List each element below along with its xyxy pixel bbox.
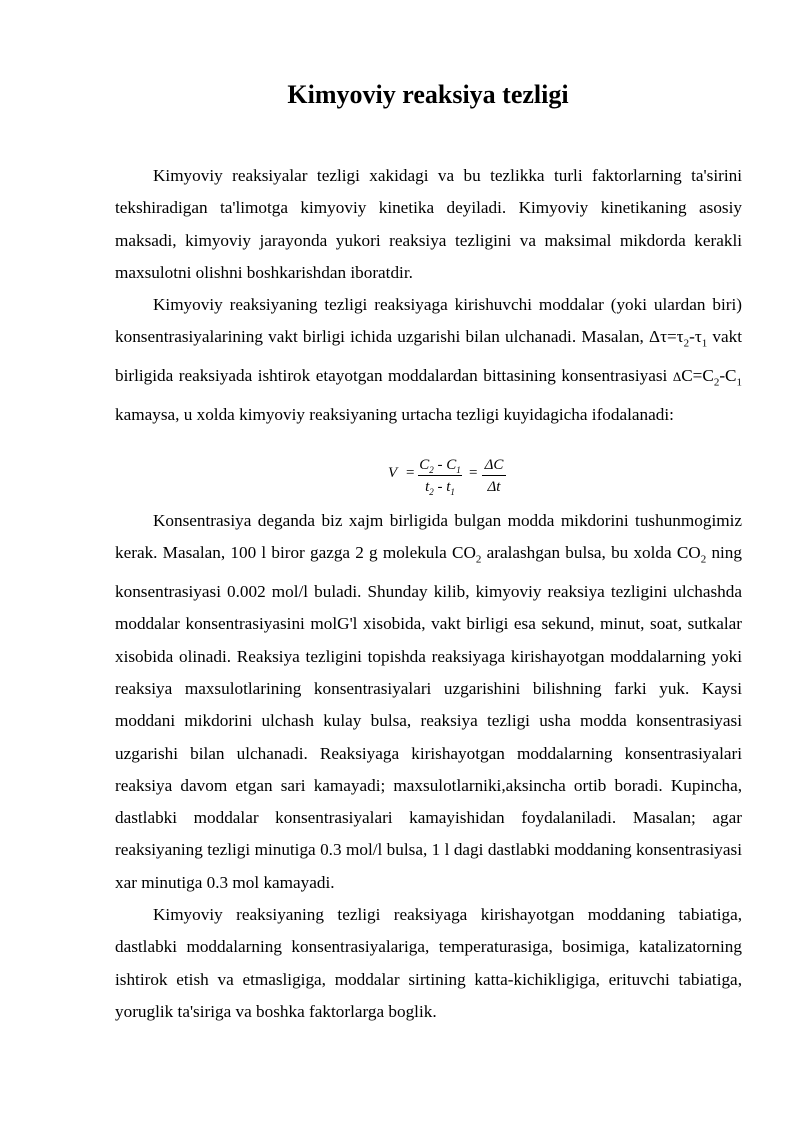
formula-fraction-1 [418, 455, 462, 496]
p3-sub-2: 2 [700, 553, 707, 566]
page-title: Kimyoviy reaksiya tezligi [287, 80, 569, 109]
formula-denominator-2: Δt [487, 479, 501, 495]
p2-text-5: -C [719, 366, 737, 386]
formula-equals-1: = [406, 465, 415, 481]
paragraph-concentration [115, 505, 742, 899]
p3-sub-1: 2 [475, 553, 482, 566]
paragraph-kinetics-definition: Kimyoviy reaksiyalar tezligi xakidagi va bu tezlikka turli faktorlarning ta'sirini tekshiradigan ta'limotga kimyoviy kinetika deyiladi. Kimyoviy kinetikaning asosiy maksadi, kimyoviy jarayonda yukori reaksiya tezligini va maksimal mikdorda kerakli maxsulotni olishni boshkarishdan iboratdir. [115, 166, 742, 282]
p2-text-6: kamaysa, u xolda kimyoviy reaksiyaning urtacha tezligi kuyidagicha ifodalanadi: [115, 404, 674, 424]
formula-numerator-2: ΔC [484, 457, 504, 473]
p3-text-2: aralashgan bulsa, bu xolda CO [481, 543, 701, 563]
p2-sub-4: 1 [736, 376, 742, 389]
p2-delta: Δ [672, 369, 682, 385]
p3-text-1: Konsentrasiya deganda biz xajm birligida bulgan modda mikdorini tushunmogimiz kerak. Masalan, 100 l biror gazga 2 g molekula CO [115, 511, 742, 563]
p2-sub-1: 2 [683, 337, 690, 350]
formula-equals-2: = [469, 465, 478, 481]
text-block-bottom [115, 505, 742, 1028]
paragraph-rate-measurement [115, 289, 742, 431]
p2-text-4: C=C [681, 366, 714, 386]
p2-text-3: vakt birligida reaksiyada ishtirok etayotgan moddalardan bittasining konsentrasiyasi [115, 327, 743, 386]
p2-sub-3: 2 [713, 376, 720, 389]
p2-text-1: Kimyoviy reaksiyaning tezligi reaksiyaga kirishuvchi moddalar (yoki ulardan biri) konsentrasiyalarining vakt birligi ichida uzgarishi bilan ulchanadi. Masalan, Δτ=τ [115, 295, 742, 347]
formula-fraction-2 [482, 455, 506, 496]
p3-text-3: ning konsentrasiyasi 0.002 mol/l buladi. Shunday kilib, kimyoviy reaksiya tezligini ulchashda moddalar konsentrasiyasini molG'l xisobida, vakt birligi esa sekund, minut, soat, sutkalar xisobida olinadi. Reaksiya tezligini topishda reaksiyaga kirishayotgan moddalarning yoki reaksiya maxsulotlarining konsentrasiyalari uzgarishini bilishning farki yuk. Kaysi moddani mikdorini ulchash kulay bulsa, reaksiya tezligi usha modda konsentrasiyasi uzgarishi bilan ulchanadi. Reaksiyaga kirishayotgan moddalarning konsentrasiyalari reaksiya davom etgan sari kamayadi; maxsulotlarniki,aksincha ortib boradi. Kupincha, dastlabki moddalar konsentrasiyalari kamayishidan foydalaniladi. Masalan; agar reaksiyaning tezligi minutiga 0.3 mol/l bulsa, 1 l dagi dastlabki moddaning konsentrasiyasi xar minutiga 0.3 mol kamayadi. [115, 543, 742, 892]
paragraph-rate-factors: Kimyoviy reaksiyaning tezligi reaksiyaga kirishayotgan moddaning tabiatiga, dastlabki moddalarning konsentrasiyalariga, temperaturasiga, bosimiga, katalizatorning ishtirok etish va etmasligiga, moddalar sirtining katta-kichikligiga, erituvchi tabiatiga, yoruglik ta'siriga va boshka faktorlarga boglik. [115, 905, 742, 1021]
formula-numerator-1: $C_2 - C_1$ [419, 457, 461, 475]
p2-sub-2: 1 [701, 337, 708, 350]
formula-denominator-1: $t_2 - t_1$ [425, 479, 455, 497]
p2-text-2: -τ [689, 327, 702, 347]
text-block-top [115, 160, 742, 431]
formula-lhs: V [388, 465, 398, 481]
